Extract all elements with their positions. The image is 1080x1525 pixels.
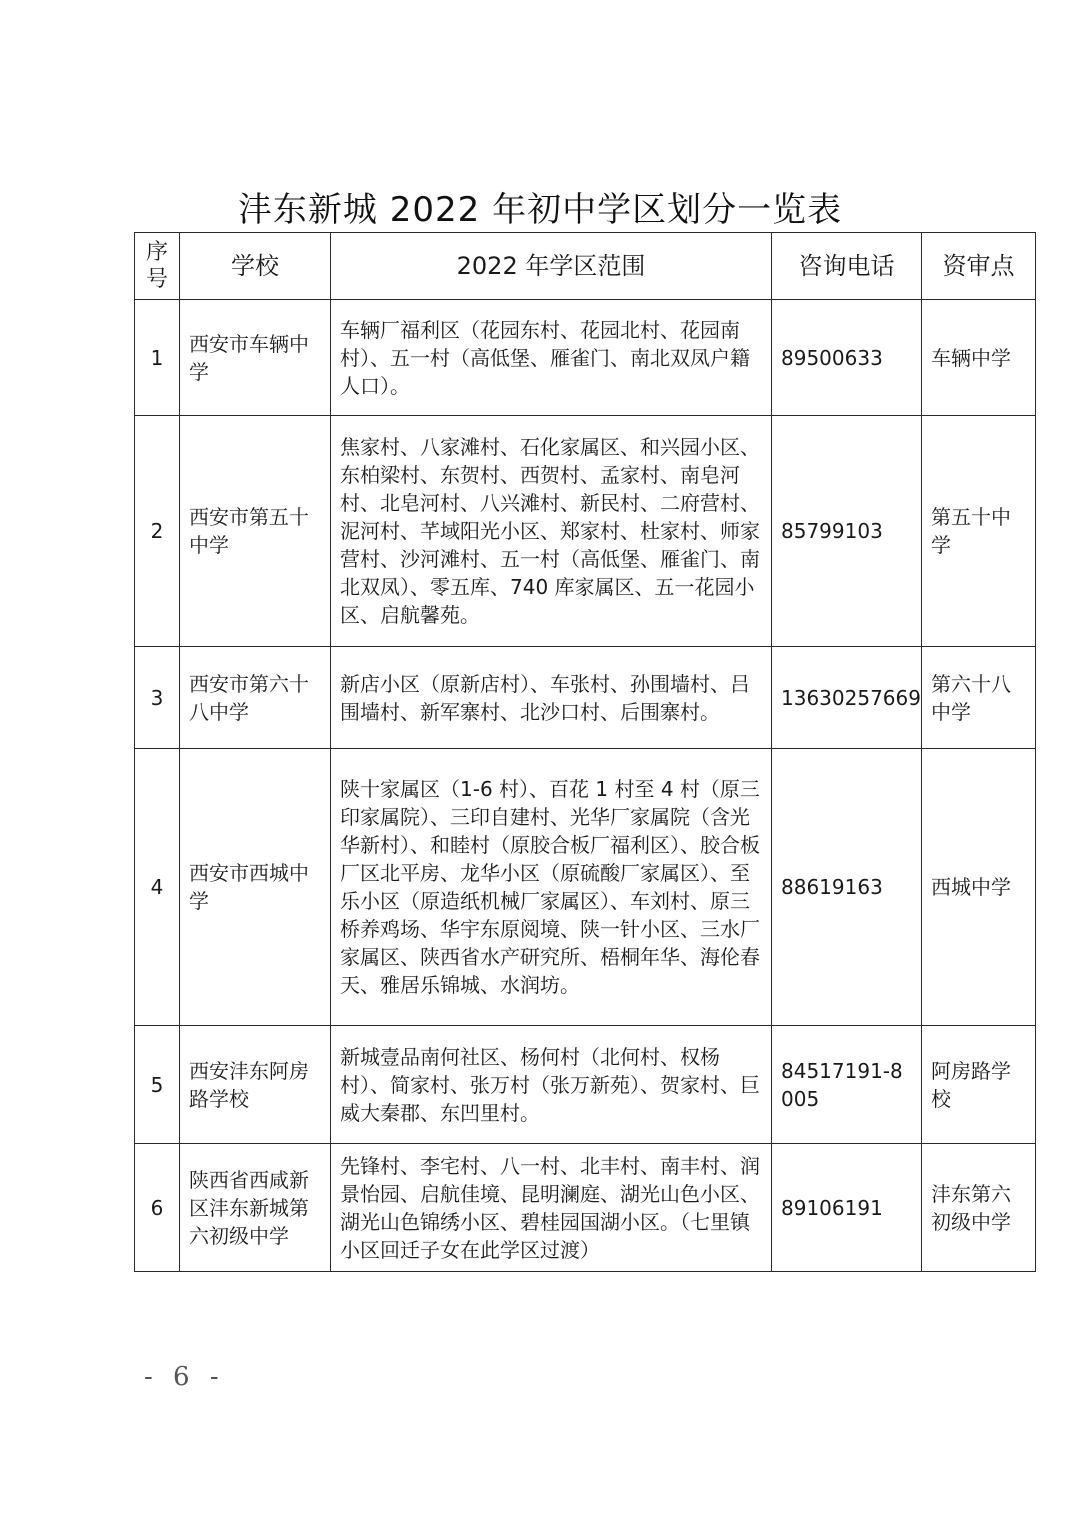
header-range: 2022 年学区范围	[331, 233, 772, 300]
row-range: 焦家村、八家滩村、石化家属区、和兴园小区、东柏梁村、东贺村、西贺村、孟家村、南皂河村、北皂河村、八兴滩村、新民村、二府营村、泥河村、芊域阳光小区、郑家村、杜家村、师家营村、沙河滩村、五一村（高低堡、雁雀门、南北双凤）、零五库、740 库家属区、五一花园小区、启航馨苑。	[331, 416, 772, 647]
header-no: 序号	[135, 233, 180, 300]
row-phone: 89106191	[772, 1144, 922, 1272]
row-review: 车辆中学	[922, 300, 1036, 416]
row-phone: 13630257669	[772, 647, 922, 749]
table-row	[135, 749, 1036, 1026]
header-school: 学校	[180, 233, 331, 300]
row-school: 西安市西城中学	[180, 749, 331, 1026]
row-phone: 85799103	[772, 416, 922, 647]
row-school: 西安市车辆中学	[180, 300, 331, 416]
page-title: 沣东新城 2022 年初中学区划分一览表	[237, 190, 843, 230]
row-review: 第六十八中学	[922, 647, 1036, 749]
table-row	[135, 416, 1036, 647]
row-range: 新店小区（原新店村）、车张村、孙围墙村、吕围墙村、新军寨村、北沙口村、后围寨村。	[331, 647, 772, 749]
row-no: 4	[135, 749, 180, 1026]
row-review: 第五十中学	[922, 416, 1036, 647]
table-row	[135, 300, 1036, 416]
row-no: 5	[135, 1026, 180, 1144]
row-range: 车辆厂福利区（花园东村、花园北村、花园南村）、五一村（高低堡、雁雀门、南北双凤户籍人口）。	[331, 300, 772, 416]
header-phone: 咨询电话	[772, 233, 922, 300]
table-row	[135, 647, 1036, 749]
district-table	[134, 232, 1036, 1272]
table-row	[135, 1144, 1036, 1272]
row-review: 沣东第六初级中学	[922, 1144, 1036, 1272]
row-no: 1	[135, 300, 180, 416]
row-phone: 84517191-8005	[772, 1026, 922, 1144]
row-range: 先锋村、李宅村、八一村、北丰村、南丰村、润景怡园、启航佳境、昆明澜庭、湖光山色小区、湖光山色锦绣小区、碧桂园国湖小区。（七里镇小区回迁子女在此学区过渡）	[331, 1144, 772, 1272]
row-school: 西安沣东阿房路学校	[180, 1026, 331, 1144]
row-review: 阿房路学校	[922, 1026, 1036, 1144]
row-phone: 88619163	[772, 749, 922, 1026]
row-range: 陕十家属区（1-6 村）、百花 1 村至 4 村（原三印家属院）、三印自建村、光华厂家属院（含光华新村）、和睦村（原胶合板厂福利区）、胶合板厂区北平房、龙华小区（原硫酸厂家属区）、至乐小区（原造纸机械厂家属区）、车刘村、原三桥养鸡场、华宇东原阅境、陕一针小区、三水厂家属区、陕西省水产研究所、梧桐年华、海伦春天、雅居乐锦城、水润坊。	[331, 749, 772, 1026]
table-header-row	[135, 233, 1036, 300]
row-no: 3	[135, 647, 180, 749]
row-review: 西城中学	[922, 749, 1036, 1026]
row-phone: 89500633	[772, 300, 922, 416]
row-school: 陕西省西咸新区沣东新城第六初级中学	[180, 1144, 331, 1272]
row-school: 西安市第五十中学	[180, 416, 331, 647]
row-no: 2	[135, 416, 180, 647]
table-row	[135, 1026, 1036, 1144]
header-review: 资审点	[922, 233, 1036, 300]
row-no: 6	[135, 1144, 180, 1272]
page-number: - 6 -	[144, 1362, 225, 1392]
row-school: 西安市第六十八中学	[180, 647, 331, 749]
row-range: 新城壹品南何社区、杨何村（北何村、权杨村）、简家村、张万村（张万新苑）、贺家村、巨威大秦郡、东凹里村。	[331, 1026, 772, 1144]
